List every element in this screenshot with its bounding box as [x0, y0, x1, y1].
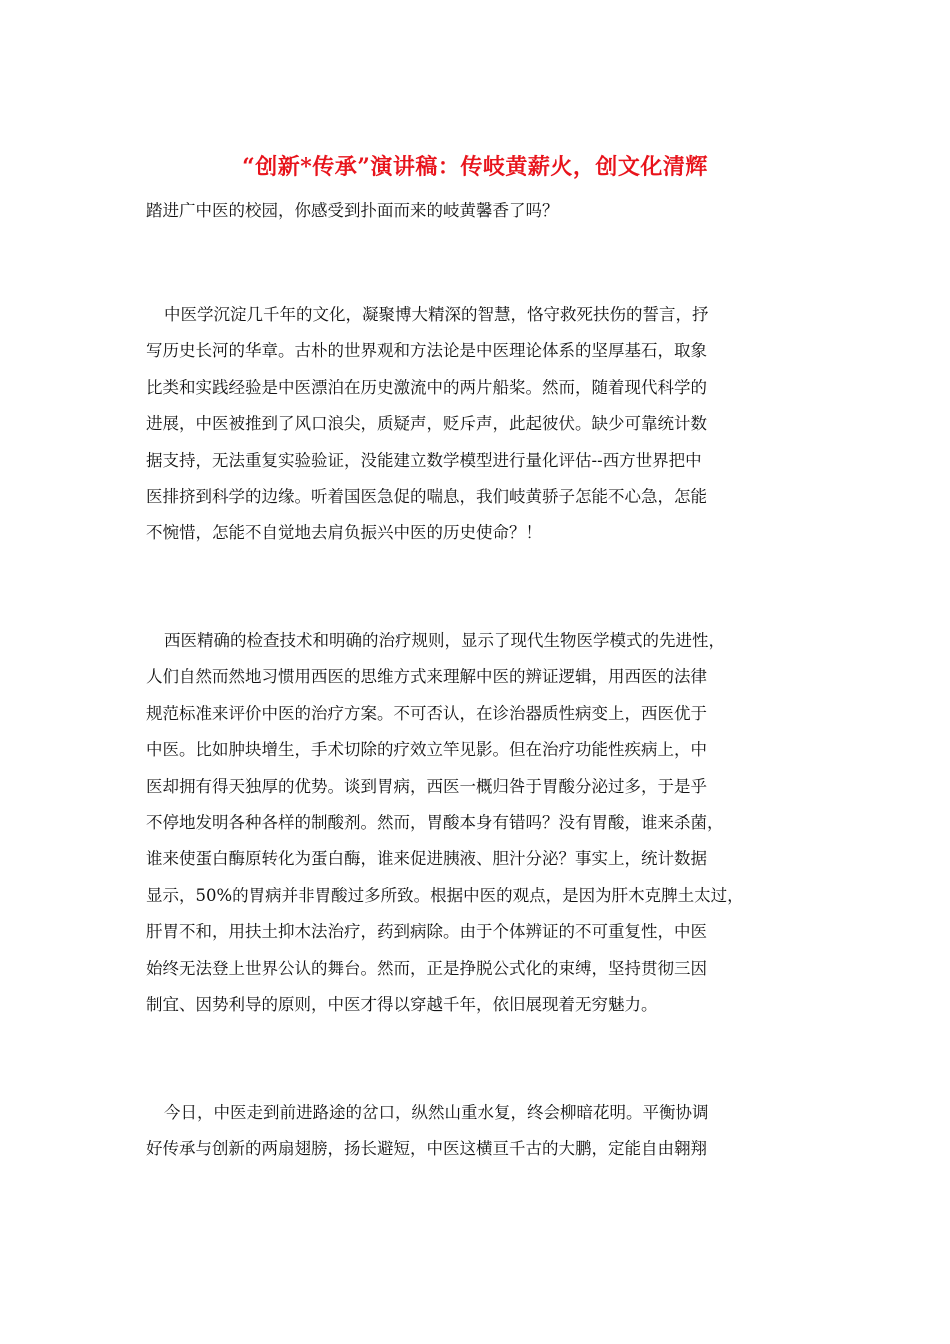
paragraph-line: 写历史长河的华章。古朴的世界观和方法论是中医理论体系的坚厚基石，取象 — [146, 341, 707, 361]
paragraph-line: 人们自然而然地习惯用西医的思维方式来理解中医的辨证逻辑，用西医的法律 — [146, 667, 707, 687]
paragraph-line: 始终无法登上世界公认的舞台。然而，正是挣脱公式化的束缚，坚持贯彻三因 — [146, 958, 707, 978]
paragraph-line: 不停地发明各种各样的制酸剂。然而，胃酸本身有错吗？没有胃酸，谁来杀菌， — [146, 812, 724, 832]
paragraph-line: 医排挤到科学的边缘。听着国医急促的喘息，我们岐黄骄子怎能不心急，怎能 — [146, 486, 707, 506]
paragraph-1 — [146, 297, 826, 552]
paragraph-line: 规范标准来评价中医的治疗方案。不可否认，在诊治器质性病变上，西医优于 — [146, 703, 707, 723]
paragraph-3 — [146, 1095, 826, 1168]
paragraph-line: 好传承与创新的两扇翅膀，扬长避短，中医这横亘千古的大鹏，定能自由翱翔 — [146, 1139, 707, 1159]
paragraph-line: 中医。比如肿块增生，手术切除的疗效立竿见影。但在治疗功能性疾病上，中 — [146, 740, 707, 760]
document-title: “创新*传承”演讲稿：传岐黄薪火，创文化清辉 — [242, 154, 708, 180]
paragraph-line: 西医精确的检查技术和明确的治疗规则，显示了现代生物医学模式的先进性， — [164, 631, 725, 650]
paragraph-line: 进展，中医被推到了风口浪尖，质疑声，贬斥声，此起彼伏。缺少可靠统计数 — [146, 414, 707, 434]
paragraph-line: 不惋惜，怎能不自觉地去肩负振兴中医的历史使命？！ — [146, 523, 542, 543]
paragraph-line: 医却拥有得天独厚的优势。谈到胃病，西医一概归咎于胃酸分泌过多，于是乎 — [146, 776, 707, 796]
paragraph-line: 谁来使蛋白酶原转化为蛋白酶，谁来促进胰液、胆汁分泌？事实上，统计数据 — [146, 849, 707, 869]
intro-sentence: 踏进广中医的校园，你感受到扑面而来的岐黄馨香了吗？ — [146, 201, 559, 220]
paragraph-line: 今日，中医走到前进路途的岔口，纵然山重水复，终会柳暗花明。平衡协调 — [164, 1103, 709, 1122]
paragraph-line: 肝胃不和，用扶土抑木法治疗，药到病除。由于个体辨证的不可重复性，中医 — [146, 922, 707, 942]
paragraph-line: 比类和实践经验是中医漂泊在历史激流中的两片船桨。然而，随着现代科学的 — [146, 377, 707, 397]
paragraph-line: 制宜、因势利导的原则，中医才得以穿越千年，依旧展现着无穷魅力。 — [146, 994, 658, 1014]
paragraph-line: 据支持，无法重复实验验证，没能建立数学模型进行量化评估--西方世界把中 — [146, 450, 702, 470]
paragraph-line: 中医学沉淀几千年的文化，凝聚博大精深的智慧，恪守救死扶伤的誓言，抒 — [164, 305, 709, 324]
paragraph-2 — [146, 623, 826, 1023]
paragraph-line: 显示，50%的胃病并非胃酸过多所致。根据中医的观点，是因为肝木克脾土太过， — [146, 885, 744, 905]
